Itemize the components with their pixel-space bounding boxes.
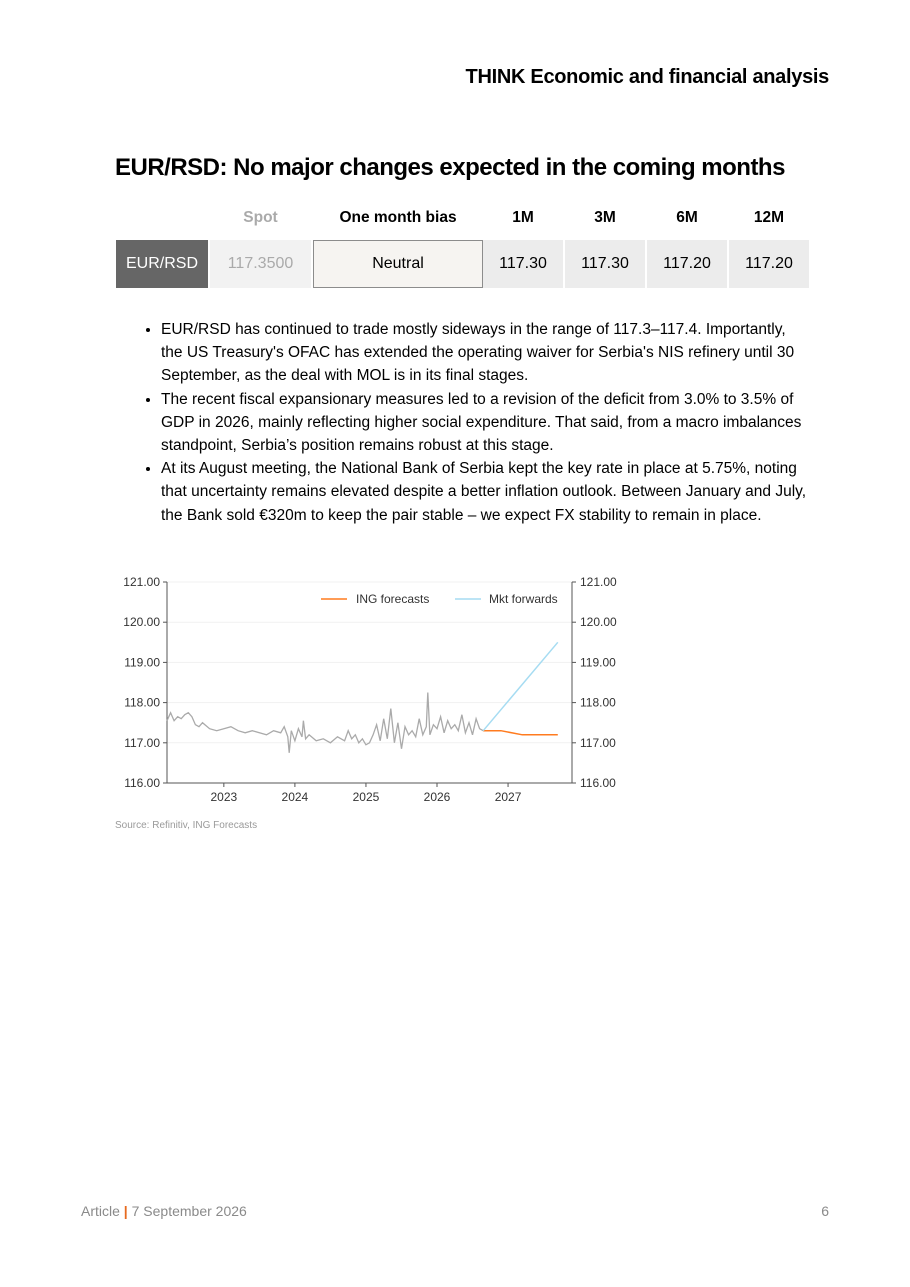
series-line [167, 693, 483, 753]
table-header-row [116, 196, 809, 240]
pair-cell: EUR/RSD [116, 240, 208, 288]
forecast-table [116, 196, 809, 288]
table-header-6m: 6M [647, 196, 727, 240]
legend-label: ING forecasts [356, 592, 430, 606]
bullet-item: • The recent fiscal expansionary measures led to a revision of the deficit from 3.0% to 3.5% of GDP in 2026, mainly reflecting higher social expenditure. That said, from a macro imbalances standpoint, Serbia’s position remains robust at this stage. [161, 388, 811, 458]
forecast-12m-cell: 117.20 [729, 240, 809, 288]
forecast-3m-cell: 117.30 [565, 240, 645, 288]
section-title: EUR/RSD: No major changes expected in the coming months [115, 154, 785, 181]
bullet-list [137, 318, 811, 527]
table-row [116, 240, 809, 288]
table-header-pair [116, 196, 208, 240]
y-tick-label-left: 118.00 [124, 695, 160, 710]
table-header-bias: One month bias [339, 209, 457, 226]
chart-source: Source: Refinitiv, ING Forecasts [115, 820, 258, 831]
bullet-item: • EUR/RSD has continued to trade mostly sideways in the range of 117.3–117.4. Importantly, the US Treasury's OFAC has extended the operating waiver for Serbia's NIS refinery until 30 September, as the deal with MOL is in its final stages. [161, 318, 811, 388]
x-tick-label: 2023 [210, 790, 238, 804]
y-tick-label-right: 118.00 [580, 695, 616, 710]
table-header-1m: 1M [483, 196, 563, 240]
x-tick-label: 2024 [281, 790, 309, 804]
y-tick-label-left: 121.00 [123, 575, 160, 589]
bias-cell: Neutral [313, 240, 483, 288]
y-tick-label-right: 117.00 [580, 735, 616, 750]
header-title: THINK Economic and financial analysis [465, 66, 829, 88]
x-tick-label: 2026 [423, 790, 451, 804]
x-tick-label: 2025 [352, 790, 380, 804]
forecast-1m-cell: 117.30 [483, 240, 563, 288]
series-line [483, 731, 558, 735]
table-header-spot: Spot [210, 196, 311, 240]
y-tick-label-right: 120.00 [580, 615, 617, 630]
table-header-3m: 3M [565, 196, 645, 240]
y-tick-label-left: 116.00 [124, 776, 160, 790]
footer-separator: | [123, 1203, 128, 1219]
x-tick-label: 2027 [494, 790, 522, 804]
y-tick-label-left: 117.00 [124, 735, 160, 750]
footer-label: Article [81, 1203, 120, 1219]
y-tick-label-right: 116.00 [580, 776, 616, 790]
y-tick-label-left: 120.00 [123, 615, 160, 630]
y-tick-label-right: 121.00 [580, 575, 617, 589]
y-tick-label-right: 119.00 [580, 655, 616, 670]
footer-date: 7 September 2026 [131, 1203, 247, 1219]
y-tick-label-left: 119.00 [124, 655, 160, 670]
forecast-6m-cell: 117.20 [647, 240, 727, 288]
spot-cell: 117.3500 [210, 240, 311, 288]
page-number: 6 [821, 1203, 829, 1219]
footer-left [81, 1203, 247, 1219]
series-line [483, 642, 558, 730]
table-header-12m: 12M [729, 196, 809, 240]
bullet-item: • At its August meeting, the National Bank of Serbia kept the key rate in place at 5.75%, noting that uncertainty remains elevated despite a better inflation outlook. Between January and July, the Bank sold €320m to keep the pair stable – we expect FX stability to remain in place. [161, 457, 811, 527]
legend-label: Mkt forwards [489, 592, 558, 606]
eur-rsd-chart [108, 566, 628, 814]
